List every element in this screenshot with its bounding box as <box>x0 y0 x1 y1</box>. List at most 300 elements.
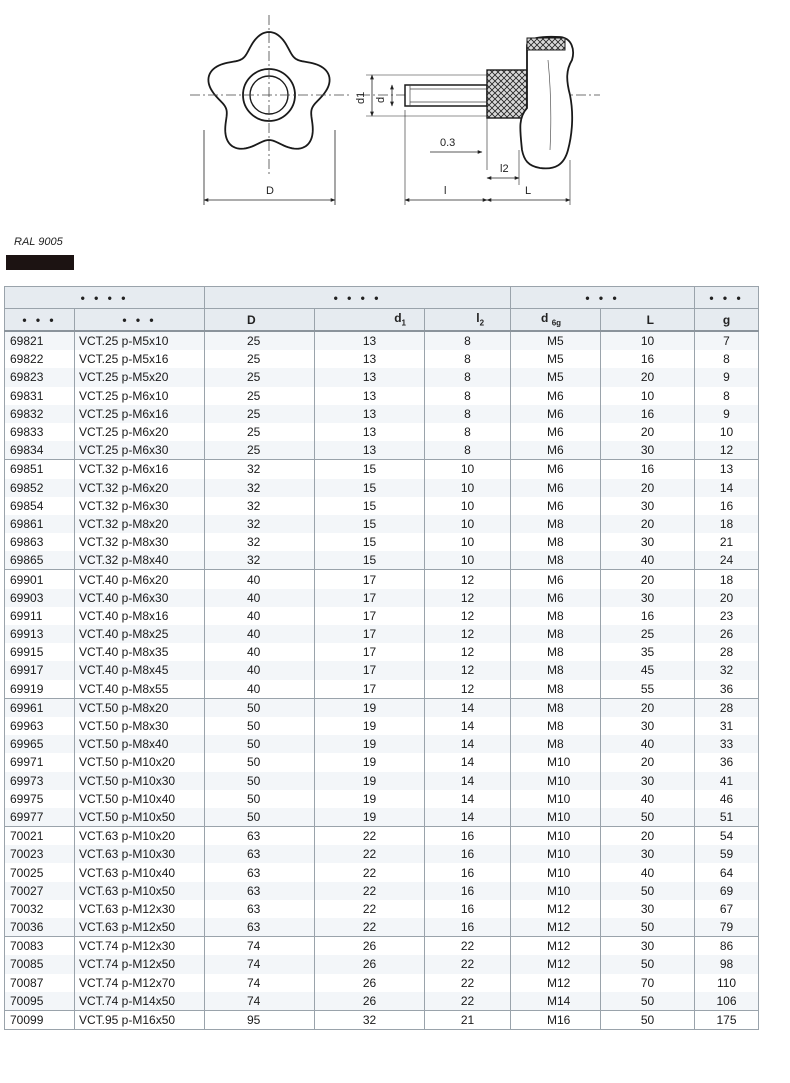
knob-top-knurl <box>527 38 565 50</box>
cell-d1: 22 <box>315 845 425 863</box>
cell-l2: 16 <box>425 918 511 937</box>
cell-d-thread: M10 <box>511 882 601 900</box>
dim-d1-text: d1 <box>355 91 367 104</box>
cell-l2: 22 <box>425 955 511 973</box>
cell-description: VCT.25 p-M6x30 <box>75 441 205 460</box>
cell-d1: 15 <box>315 551 425 570</box>
cell-L: 30 <box>601 845 695 863</box>
cell-description: VCT.25 p-M6x16 <box>75 405 205 423</box>
cell-description: VCT.32 p-M8x30 <box>75 533 205 551</box>
table-row <box>5 735 759 753</box>
cell-L: 20 <box>601 515 695 533</box>
cell-description: VCT.25 p-M5x20 <box>75 368 205 386</box>
cell-weight: 106 <box>695 992 759 1011</box>
table-row <box>5 589 759 607</box>
cell-weight: 79 <box>695 918 759 937</box>
cell-D: 40 <box>205 643 315 661</box>
cell-d-thread: M6 <box>511 423 601 441</box>
cell-description: VCT.25 p-M5x10 <box>75 331 205 350</box>
table-row <box>5 680 759 699</box>
cell-L: 50 <box>601 808 695 827</box>
cell-l2: 8 <box>425 405 511 423</box>
cell-d-thread: M5 <box>511 368 601 386</box>
cell-L: 10 <box>601 387 695 405</box>
col-header-description: • • • <box>75 309 205 332</box>
cell-D: 40 <box>205 680 315 699</box>
cell-code: 69963 <box>5 717 75 735</box>
cell-L: 40 <box>601 790 695 808</box>
cell-weight: 33 <box>695 735 759 753</box>
group-header-weight: • • • <box>695 287 759 309</box>
cell-d-thread: M8 <box>511 661 601 679</box>
cell-D: 50 <box>205 717 315 735</box>
table-row <box>5 808 759 827</box>
cell-d-thread: M8 <box>511 717 601 735</box>
cell-weight: 16 <box>695 497 759 515</box>
cell-d-thread: M12 <box>511 900 601 918</box>
cell-L: 16 <box>601 607 695 625</box>
cell-code: 69977 <box>5 808 75 827</box>
cell-d1: 19 <box>315 735 425 753</box>
cell-weight: 59 <box>695 845 759 863</box>
cell-L: 16 <box>601 350 695 368</box>
cell-code: 69861 <box>5 515 75 533</box>
cell-L: 16 <box>601 460 695 479</box>
table-row <box>5 937 759 956</box>
table-row <box>5 772 759 790</box>
cell-D: 63 <box>205 900 315 918</box>
cell-l2: 12 <box>425 643 511 661</box>
cell-weight: 46 <box>695 790 759 808</box>
cell-D: 25 <box>205 423 315 441</box>
cell-l2: 22 <box>425 937 511 956</box>
cell-D: 40 <box>205 589 315 607</box>
cell-description: VCT.50 p-M8x40 <box>75 735 205 753</box>
table-row <box>5 753 759 771</box>
table-row <box>5 643 759 661</box>
cell-description: VCT.63 p-M10x20 <box>75 827 205 846</box>
cell-description: VCT.40 p-M8x45 <box>75 661 205 679</box>
cell-d1: 17 <box>315 661 425 679</box>
cell-L: 20 <box>601 827 695 846</box>
cell-d-thread: M12 <box>511 937 601 956</box>
dim-D-text: D <box>266 185 274 197</box>
cell-description: VCT.74 p-M12x50 <box>75 955 205 973</box>
cell-d-thread: M8 <box>511 533 601 551</box>
cell-weight: 98 <box>695 955 759 973</box>
threaded-stud <box>405 85 487 106</box>
cell-D: 25 <box>205 405 315 423</box>
cell-D: 95 <box>205 1010 315 1029</box>
cell-code: 69865 <box>5 551 75 570</box>
cell-code: 69975 <box>5 790 75 808</box>
cell-d-thread: M6 <box>511 387 601 405</box>
cell-d-thread: M6 <box>511 441 601 460</box>
cell-L: 20 <box>601 423 695 441</box>
cell-l2: 8 <box>425 368 511 386</box>
cell-L: 20 <box>601 753 695 771</box>
cell-d1: 19 <box>315 790 425 808</box>
cell-d1: 19 <box>315 753 425 771</box>
cell-d-thread: M6 <box>511 497 601 515</box>
table-row <box>5 441 759 460</box>
col-header-l2: $l_2$ <box>425 309 511 332</box>
cell-L: 50 <box>601 882 695 900</box>
cell-d-thread: M8 <box>511 625 601 643</box>
cell-d-thread: M10 <box>511 827 601 846</box>
col-header-d1: $d_1$ <box>315 309 425 332</box>
cell-description: VCT.50 p-M10x40 <box>75 790 205 808</box>
cell-l2: 16 <box>425 900 511 918</box>
cell-d1: 13 <box>315 423 425 441</box>
cell-description: VCT.95 p-M16x50 <box>75 1010 205 1029</box>
cell-d-thread: M8 <box>511 551 601 570</box>
cell-code: 70085 <box>5 955 75 973</box>
cell-d1: 19 <box>315 717 425 735</box>
cell-l2: 10 <box>425 497 511 515</box>
cell-d1: 19 <box>315 808 425 827</box>
table-row <box>5 845 759 863</box>
cell-D: 50 <box>205 790 315 808</box>
cell-l2: 22 <box>425 992 511 1011</box>
table-row <box>5 661 759 679</box>
cell-D: 32 <box>205 460 315 479</box>
table-row <box>5 625 759 643</box>
cell-d-thread: M6 <box>511 460 601 479</box>
cell-D: 50 <box>205 735 315 753</box>
cell-L: 25 <box>601 625 695 643</box>
cell-D: 63 <box>205 918 315 937</box>
cell-code: 69917 <box>5 661 75 679</box>
table-row <box>5 1010 759 1029</box>
cell-d1: 26 <box>315 937 425 956</box>
table-row <box>5 790 759 808</box>
cell-d-thread: M8 <box>511 643 601 661</box>
cell-l2: 10 <box>425 479 511 497</box>
table-row <box>5 698 759 717</box>
cell-weight: 110 <box>695 974 759 992</box>
cell-d1: 17 <box>315 607 425 625</box>
col-header-d: d $_{6g}$ <box>511 309 601 332</box>
cell-d1: 13 <box>315 350 425 368</box>
cell-D: 63 <box>205 845 315 863</box>
cell-l2: 16 <box>425 882 511 900</box>
cell-L: 50 <box>601 1010 695 1029</box>
cell-code: 69833 <box>5 423 75 441</box>
cell-d1: 22 <box>315 918 425 937</box>
cell-d-thread: M10 <box>511 790 601 808</box>
cell-description: VCT.32 p-M6x16 <box>75 460 205 479</box>
cell-D: 40 <box>205 570 315 589</box>
cell-L: 30 <box>601 441 695 460</box>
cell-weight: 10 <box>695 423 759 441</box>
cell-code: 69973 <box>5 772 75 790</box>
cell-L: 40 <box>601 863 695 881</box>
cell-D: 74 <box>205 974 315 992</box>
col-header-code: • • • <box>5 309 75 332</box>
cell-d-thread: M8 <box>511 607 601 625</box>
specification-table <box>4 286 759 1030</box>
cell-L: 20 <box>601 479 695 497</box>
cell-weight: 26 <box>695 625 759 643</box>
cell-d1: 19 <box>315 772 425 790</box>
col-header-L: L <box>601 309 695 332</box>
cell-l2: 12 <box>425 607 511 625</box>
cell-weight: 51 <box>695 808 759 827</box>
cell-description: VCT.40 p-M8x16 <box>75 607 205 625</box>
cell-l2: 12 <box>425 625 511 643</box>
cell-weight: 8 <box>695 387 759 405</box>
cell-description: VCT.63 p-M12x50 <box>75 918 205 937</box>
cell-D: 74 <box>205 955 315 973</box>
cell-code: 70083 <box>5 937 75 956</box>
cell-D: 32 <box>205 515 315 533</box>
cell-l2: 10 <box>425 460 511 479</box>
group-header-thread: • • • <box>511 287 695 309</box>
cell-weight: 13 <box>695 460 759 479</box>
cell-d1: 17 <box>315 625 425 643</box>
cell-weight: 32 <box>695 661 759 679</box>
cell-weight: 7 <box>695 331 759 350</box>
cell-d-thread: M10 <box>511 863 601 881</box>
cell-L: 30 <box>601 589 695 607</box>
cell-d1: 22 <box>315 827 425 846</box>
cell-L: 70 <box>601 974 695 992</box>
cell-weight: 9 <box>695 368 759 386</box>
technical-drawing <box>0 0 790 225</box>
cell-description: VCT.25 p-M6x20 <box>75 423 205 441</box>
cell-description: VCT.50 p-M10x50 <box>75 808 205 827</box>
cell-L: 16 <box>601 405 695 423</box>
table-row <box>5 882 759 900</box>
cell-d1: 13 <box>315 368 425 386</box>
cell-code: 69971 <box>5 753 75 771</box>
cell-l2: 14 <box>425 698 511 717</box>
cell-D: 50 <box>205 808 315 827</box>
cell-l2: 10 <box>425 515 511 533</box>
cell-description: VCT.40 p-M8x35 <box>75 643 205 661</box>
cell-l2: 16 <box>425 863 511 881</box>
cell-code: 70036 <box>5 918 75 937</box>
cell-d1: 13 <box>315 387 425 405</box>
cell-l2: 8 <box>425 441 511 460</box>
cell-d1: 13 <box>315 441 425 460</box>
cell-description: VCT.40 p-M8x25 <box>75 625 205 643</box>
cell-d1: 26 <box>315 974 425 992</box>
table-row <box>5 717 759 735</box>
cell-l2: 12 <box>425 661 511 679</box>
cell-d-thread: M8 <box>511 698 601 717</box>
cell-d-thread: M5 <box>511 331 601 350</box>
cell-description: VCT.40 p-M6x20 <box>75 570 205 589</box>
cell-weight: 9 <box>695 405 759 423</box>
cell-d1: 17 <box>315 680 425 699</box>
table-row <box>5 368 759 386</box>
cell-description: VCT.74 p-M12x30 <box>75 937 205 956</box>
group-header-row <box>5 287 759 309</box>
cell-description: VCT.32 p-M6x30 <box>75 497 205 515</box>
cell-description: VCT.40 p-M8x55 <box>75 680 205 699</box>
cell-d-thread: M8 <box>511 680 601 699</box>
table-row <box>5 607 759 625</box>
cell-l2: 10 <box>425 551 511 570</box>
table-row <box>5 974 759 992</box>
table-row <box>5 955 759 973</box>
cell-weight: 175 <box>695 1010 759 1029</box>
dim-L-text: L <box>525 185 532 197</box>
knob-body-profile <box>520 37 573 169</box>
front-view-knob <box>190 15 352 205</box>
cell-l2: 8 <box>425 423 511 441</box>
cell-weight: 20 <box>695 589 759 607</box>
dim-l2-text: l2 <box>500 163 509 175</box>
cell-d-thread: M16 <box>511 1010 601 1029</box>
cell-weight: 86 <box>695 937 759 956</box>
cell-weight: 12 <box>695 441 759 460</box>
cell-d-thread: M6 <box>511 589 601 607</box>
cell-d1: 19 <box>315 698 425 717</box>
cell-code: 69965 <box>5 735 75 753</box>
cell-D: 25 <box>205 368 315 386</box>
cell-l2: 12 <box>425 570 511 589</box>
cell-l2: 21 <box>425 1010 511 1029</box>
cell-weight: 67 <box>695 900 759 918</box>
cell-D: 25 <box>205 331 315 350</box>
cell-d-thread: M12 <box>511 955 601 973</box>
cell-d1: 15 <box>315 497 425 515</box>
cell-l2: 16 <box>425 845 511 863</box>
cell-D: 25 <box>205 387 315 405</box>
cell-d1: 13 <box>315 331 425 350</box>
table-row <box>5 863 759 881</box>
cell-D: 32 <box>205 479 315 497</box>
cell-D: 32 <box>205 497 315 515</box>
cell-description: VCT.50 p-M10x30 <box>75 772 205 790</box>
cell-L: 20 <box>601 570 695 589</box>
cell-l2: 14 <box>425 717 511 735</box>
cell-L: 30 <box>601 533 695 551</box>
cell-code: 69919 <box>5 680 75 699</box>
cell-code: 69863 <box>5 533 75 551</box>
knurled-insert <box>487 70 527 118</box>
table-row <box>5 405 759 423</box>
ral-label: RAL 9005 <box>14 236 63 248</box>
cell-d-thread: M10 <box>511 772 601 790</box>
cell-L: 50 <box>601 992 695 1011</box>
table-row <box>5 827 759 846</box>
cell-d-thread: M10 <box>511 808 601 827</box>
cell-d-thread: M6 <box>511 405 601 423</box>
table-row <box>5 551 759 570</box>
cell-d-thread: M12 <box>511 918 601 937</box>
cell-weight: 28 <box>695 643 759 661</box>
cell-l2: 14 <box>425 790 511 808</box>
cell-l2: 14 <box>425 735 511 753</box>
cell-l2: 8 <box>425 387 511 405</box>
cell-d1: 13 <box>315 405 425 423</box>
table-row <box>5 900 759 918</box>
cell-L: 40 <box>601 735 695 753</box>
cell-d1: 22 <box>315 882 425 900</box>
cell-d1: 15 <box>315 533 425 551</box>
cell-description: VCT.63 p-M10x50 <box>75 882 205 900</box>
cell-code: 69911 <box>5 607 75 625</box>
cell-description: VCT.32 p-M8x20 <box>75 515 205 533</box>
cell-l2: 12 <box>425 589 511 607</box>
cell-code: 69823 <box>5 368 75 386</box>
cell-l2: 14 <box>425 753 511 771</box>
cell-code: 69913 <box>5 625 75 643</box>
cell-D: 50 <box>205 753 315 771</box>
cell-code: 70095 <box>5 992 75 1011</box>
cell-L: 30 <box>601 717 695 735</box>
cell-l2: 22 <box>425 974 511 992</box>
cell-D: 63 <box>205 863 315 881</box>
cell-l2: 14 <box>425 772 511 790</box>
cell-D: 50 <box>205 698 315 717</box>
cell-description: VCT.63 p-M10x40 <box>75 863 205 881</box>
cell-code: 70021 <box>5 827 75 846</box>
cell-d1: 22 <box>315 900 425 918</box>
cell-L: 30 <box>601 772 695 790</box>
cell-D: 25 <box>205 350 315 368</box>
cell-weight: 54 <box>695 827 759 846</box>
cell-code: 70032 <box>5 900 75 918</box>
cell-d-thread: M6 <box>511 479 601 497</box>
cell-d-thread: M8 <box>511 515 601 533</box>
cell-d1: 15 <box>315 515 425 533</box>
cell-description: VCT.50 p-M10x20 <box>75 753 205 771</box>
cell-d-thread: M6 <box>511 570 601 589</box>
cell-code: 70027 <box>5 882 75 900</box>
table-row <box>5 515 759 533</box>
cell-d1: 32 <box>315 1010 425 1029</box>
cell-code: 69961 <box>5 698 75 717</box>
cell-description: VCT.50 p-M8x20 <box>75 698 205 717</box>
cell-l2: 8 <box>425 350 511 368</box>
cell-weight: 64 <box>695 863 759 881</box>
cell-description: VCT.63 p-M12x30 <box>75 900 205 918</box>
cell-l2: 14 <box>425 808 511 827</box>
cell-L: 40 <box>601 551 695 570</box>
cell-d-thread: M12 <box>511 974 601 992</box>
cell-d-thread: M14 <box>511 992 601 1011</box>
cell-L: 35 <box>601 643 695 661</box>
cell-code: 70099 <box>5 1010 75 1029</box>
cell-l2: 8 <box>425 331 511 350</box>
cell-description: VCT.32 p-M6x20 <box>75 479 205 497</box>
cell-L: 10 <box>601 331 695 350</box>
table-row <box>5 350 759 368</box>
cell-d-thread: M10 <box>511 845 601 863</box>
cell-L: 45 <box>601 661 695 679</box>
cell-d1: 15 <box>315 460 425 479</box>
cell-code: 69851 <box>5 460 75 479</box>
cell-D: 40 <box>205 607 315 625</box>
cell-description: VCT.32 p-M8x40 <box>75 551 205 570</box>
cell-weight: 36 <box>695 753 759 771</box>
cell-D: 40 <box>205 661 315 679</box>
cell-code: 69915 <box>5 643 75 661</box>
table-row <box>5 497 759 515</box>
table-row <box>5 479 759 497</box>
cell-D: 50 <box>205 772 315 790</box>
table-row <box>5 533 759 551</box>
cell-description: VCT.25 p-M5x16 <box>75 350 205 368</box>
table-row <box>5 460 759 479</box>
cell-d-thread: M5 <box>511 350 601 368</box>
cell-L: 55 <box>601 680 695 699</box>
